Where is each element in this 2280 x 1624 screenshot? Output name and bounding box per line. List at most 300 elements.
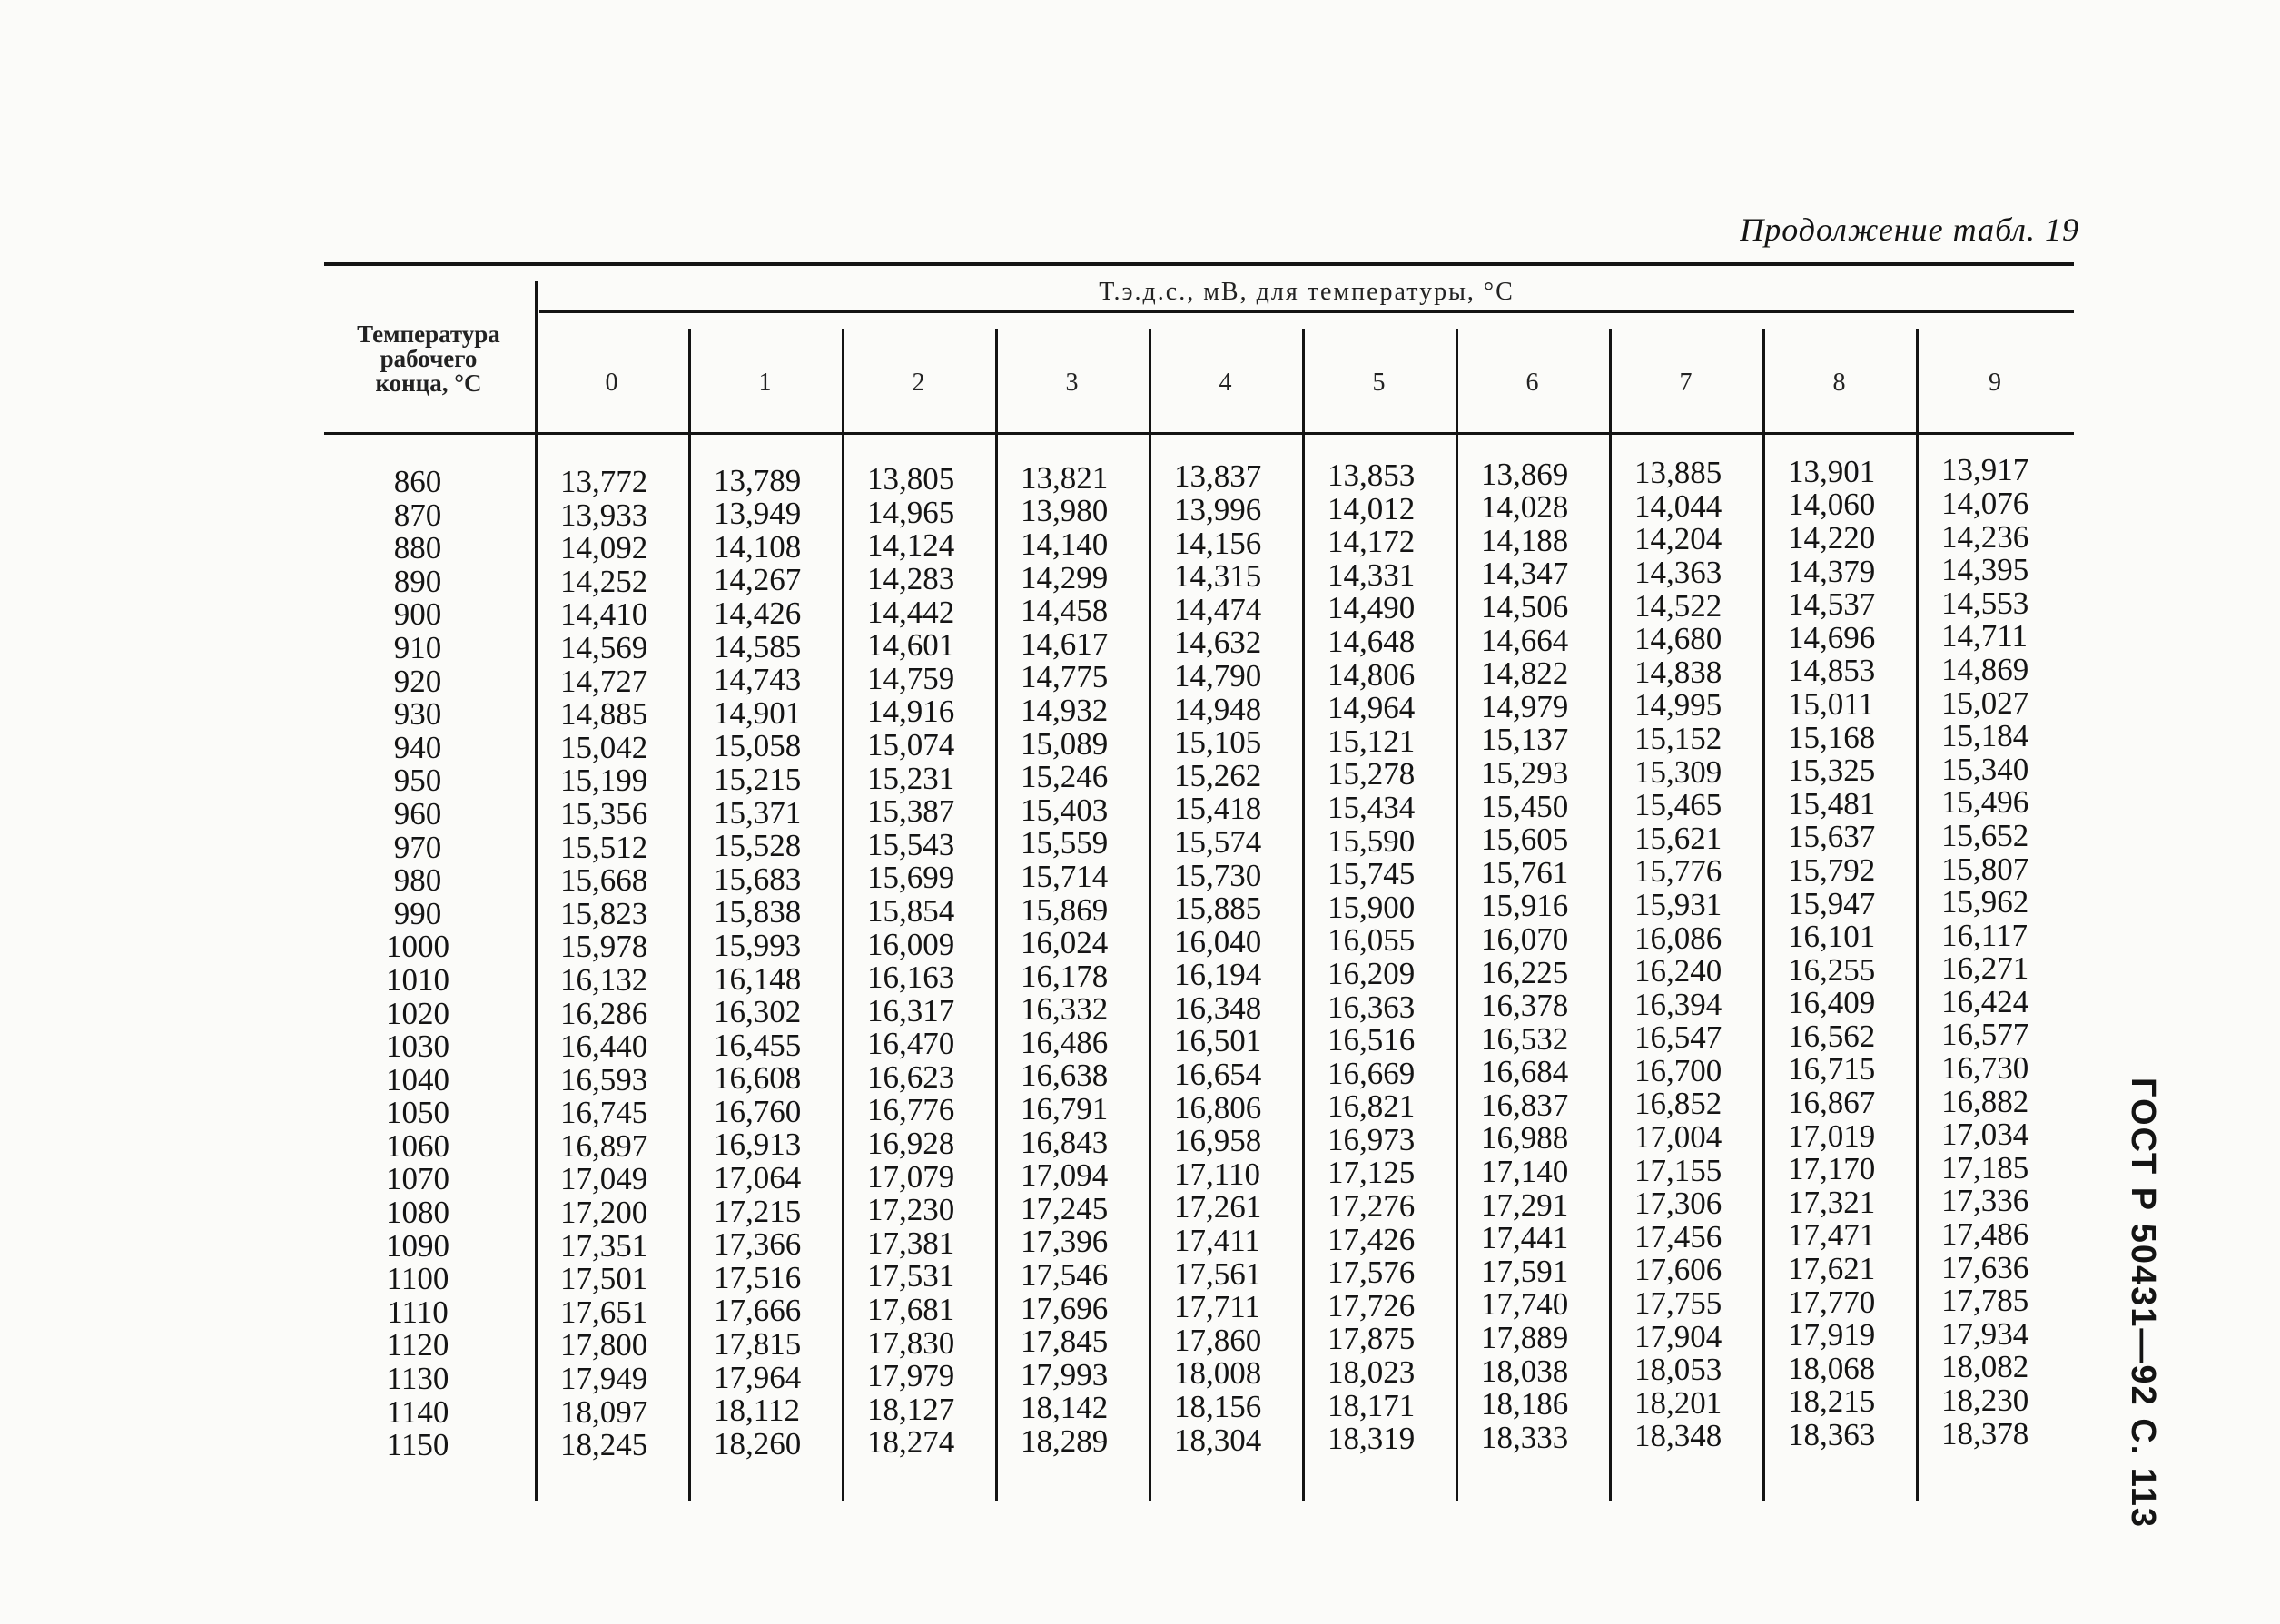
table-cell: 15,387 <box>867 793 955 830</box>
table-cell: 18,142 <box>1021 1390 1109 1426</box>
table-cell: 14,108 <box>714 528 802 565</box>
table-cell: 17,140 <box>1481 1154 1569 1190</box>
table-cell: 15,869 <box>1021 891 1109 928</box>
table-cell: 13,996 <box>1174 491 1262 527</box>
table-cell: 16,684 <box>1481 1054 1569 1090</box>
row-temperature: 1090 <box>386 1227 449 1264</box>
table-cell: 16,348 <box>1174 989 1262 1026</box>
table-cell: 17,785 <box>1941 1283 2029 1319</box>
row-temperature: 1120 <box>386 1327 449 1363</box>
row-temperature: 990 <box>393 895 442 931</box>
value-column <box>714 462 864 1462</box>
table-cell: 15,496 <box>1941 784 2029 821</box>
table-cell: 13,901 <box>1788 453 1876 489</box>
table-cell: 16,913 <box>714 1127 802 1163</box>
table-cell: 15,605 <box>1481 822 1569 858</box>
table-cell: 16,715 <box>1788 1051 1876 1088</box>
table-cell: 14,124 <box>867 527 955 564</box>
table-cell: 15,371 <box>714 794 802 831</box>
table-cell: 15,838 <box>714 894 802 930</box>
table-cell: 18,274 <box>867 1424 955 1461</box>
table-cell: 16,791 <box>1021 1091 1109 1127</box>
row-temperature: 1080 <box>386 1195 449 1231</box>
table-cell: 15,528 <box>714 828 802 864</box>
table-cell: 16,516 <box>1328 1022 1416 1058</box>
table-cell: 17,546 <box>1021 1257 1109 1294</box>
row-temperature: 1110 <box>387 1294 449 1330</box>
table-cell: 14,569 <box>560 629 648 665</box>
value-column <box>1174 460 1324 1457</box>
table-cell: 15,121 <box>1328 723 1416 759</box>
table-cell: 13,837 <box>1174 458 1262 495</box>
table-cell: 14,727 <box>560 663 648 699</box>
table-cell: 16,409 <box>1788 985 1876 1021</box>
table-cell: 15,962 <box>1941 884 2029 920</box>
header-bottom-rule <box>324 432 2074 435</box>
table-cell: 18,304 <box>1174 1422 1262 1458</box>
table-cell: 14,267 <box>714 562 802 598</box>
table-cell: 17,666 <box>714 1293 802 1329</box>
table-cell: 16,117 <box>1941 917 2028 953</box>
table-cell: 16,424 <box>1941 983 2029 1019</box>
table-cell: 17,561 <box>1174 1255 1262 1292</box>
group-header-underline <box>539 310 2074 313</box>
table-cell: 14,172 <box>1328 524 1416 560</box>
table-cell: 14,204 <box>1634 521 1722 557</box>
table-cell: 18,186 <box>1481 1386 1569 1422</box>
table-cell: 18,363 <box>1788 1417 1876 1453</box>
table-cell: 14,838 <box>1634 654 1722 690</box>
table-cell: 15,074 <box>867 726 955 763</box>
table-cell: 14,458 <box>1021 593 1109 629</box>
table-cell: 17,170 <box>1788 1151 1876 1187</box>
table-cell: 15,683 <box>714 861 802 897</box>
table-cell: 18,319 <box>1328 1421 1416 1457</box>
table-cell: 17,064 <box>714 1160 802 1196</box>
temperature-column <box>345 466 490 1462</box>
row-temperature: 1000 <box>386 929 449 965</box>
table-cell: 17,351 <box>560 1227 648 1264</box>
table-cell: 14,806 <box>1328 656 1416 693</box>
table-cell: 14,363 <box>1634 554 1722 590</box>
table-cell: 14,916 <box>867 694 955 730</box>
table-cell: 15,434 <box>1328 789 1416 825</box>
table-cell: 16,178 <box>1021 958 1109 994</box>
table-cell: 16,055 <box>1328 922 1416 959</box>
table-cell: 17,486 <box>1941 1216 2029 1253</box>
value-column <box>867 463 1017 1460</box>
table-cell: 17,516 <box>714 1259 802 1295</box>
table-cell: 16,194 <box>1174 957 1262 993</box>
table-cell: 16,101 <box>1788 919 1876 955</box>
table-cell: 14,379 <box>1788 553 1876 589</box>
table-cell: 18,038 <box>1481 1353 1569 1389</box>
row-header-line: рабочего <box>380 345 478 372</box>
table-cell: 17,904 <box>1634 1318 1722 1354</box>
document-page-label <box>2116 1077 2170 1529</box>
table-cell: 16,070 <box>1481 920 1569 957</box>
table-cell: 14,347 <box>1481 556 1569 592</box>
table-cell: 15,215 <box>714 761 802 797</box>
table-cell: 16,593 <box>560 1061 648 1097</box>
table-cell: 16,317 <box>867 992 955 1029</box>
row-temperature: 910 <box>393 629 442 665</box>
table-cell: 14,965 <box>867 494 955 530</box>
table-cell: 17,245 <box>1021 1190 1109 1226</box>
table-cell: 17,964 <box>714 1359 802 1395</box>
row-temperature: 1050 <box>386 1095 449 1131</box>
row-temperature: 870 <box>393 497 442 533</box>
row-temperature: 880 <box>393 530 442 566</box>
table-cell: 15,900 <box>1328 889 1416 925</box>
table-cell: 16,760 <box>714 1093 802 1129</box>
table-cell: 18,289 <box>1021 1423 1109 1460</box>
table-cell: 17,993 <box>1021 1356 1109 1393</box>
table-cell: 15,621 <box>1634 820 1722 856</box>
table-cell: 14,553 <box>1941 585 2029 621</box>
table-cell: 17,110 <box>1174 1156 1260 1192</box>
table-cell: 16,547 <box>1634 1019 1722 1056</box>
row-temperature: 1140 <box>386 1393 449 1430</box>
table-cell: 17,800 <box>560 1327 648 1363</box>
table-cell: 14,188 <box>1481 522 1569 558</box>
column-header: 2 <box>912 369 925 397</box>
table-cell: 17,726 <box>1328 1287 1416 1324</box>
table-cell: 15,885 <box>1174 891 1262 927</box>
table-cell: 17,004 <box>1634 1119 1722 1156</box>
table-cell: 13,772 <box>560 464 648 499</box>
table-cell: 16,163 <box>867 960 955 996</box>
table-cell: 13,789 <box>714 462 802 498</box>
table-cell: 14,426 <box>714 595 802 631</box>
row-temperature: 1100 <box>386 1261 449 1297</box>
row-temperature: 1020 <box>386 995 449 1031</box>
table-cell: 17,200 <box>560 1195 648 1231</box>
table-cell: 17,934 <box>1941 1315 2029 1352</box>
table-cell: 15,137 <box>1481 722 1569 758</box>
table-cell: 16,225 <box>1481 954 1569 990</box>
table-cell: 17,889 <box>1481 1320 1569 1356</box>
table-cell: 17,711 <box>1174 1289 1260 1325</box>
table-cell: 15,978 <box>560 929 648 965</box>
table-cell: 17,125 <box>1328 1155 1416 1191</box>
table-cell: 16,730 <box>1941 1050 2029 1087</box>
table-cell: 16,332 <box>1021 991 1109 1028</box>
row-temperature: 960 <box>393 795 442 832</box>
table-cell: 14,664 <box>1481 622 1569 658</box>
table-cell: 13,805 <box>867 461 955 497</box>
column-header: 0 <box>605 369 618 397</box>
table-cell: 17,606 <box>1634 1252 1722 1288</box>
table-cell: 15,854 <box>867 892 955 929</box>
table-cell: 16,821 <box>1328 1088 1416 1125</box>
table-cell: 16,928 <box>867 1126 955 1162</box>
table-cell: 14,252 <box>560 563 648 599</box>
table-continuation-caption: Продолжение табл. 19 <box>1740 212 2079 248</box>
table-cell: 16,455 <box>714 1027 802 1063</box>
document-page-label-text: ГОСТ Р 50431—92 С. 113 <box>2124 1077 2163 1529</box>
table-cell: 13,821 <box>1021 459 1109 496</box>
table-cell: 15,450 <box>1481 788 1569 824</box>
table-cell: 15,574 <box>1174 823 1262 860</box>
table-cell: 17,651 <box>560 1294 648 1330</box>
table-cell: 14,743 <box>714 662 802 698</box>
table-cell: 17,230 <box>867 1192 955 1228</box>
table-cell: 17,740 <box>1481 1286 1569 1323</box>
row-temperature: 860 <box>393 464 442 499</box>
table-cell: 14,331 <box>1328 556 1416 593</box>
table-cell: 18,348 <box>1634 1418 1722 1454</box>
row-temperature: 930 <box>393 696 442 733</box>
table-cell: 14,140 <box>1021 526 1109 562</box>
row-temperature: 1150 <box>386 1427 449 1463</box>
table-cell: 17,696 <box>1021 1290 1109 1326</box>
table-cell: 17,531 <box>867 1258 955 1294</box>
value-column <box>1941 454 2091 1451</box>
table-cell: 14,885 <box>560 696 648 733</box>
column-group-header: Т.э.д.с., мВ, для температуры, °С <box>1099 278 1515 306</box>
table-cell: 16,132 <box>560 961 648 998</box>
table-cell: 15,403 <box>1021 792 1109 828</box>
table-cell: 14,932 <box>1021 692 1109 728</box>
table-cell: 13,869 <box>1481 456 1569 492</box>
row-header-divider <box>535 281 538 1501</box>
table-cell: 17,396 <box>1021 1224 1109 1260</box>
table-cell: 15,512 <box>560 829 648 865</box>
table-cell: 14,474 <box>1174 591 1262 627</box>
table-cell: 17,636 <box>1941 1249 2029 1285</box>
table-cell: 18,082 <box>1941 1349 2029 1385</box>
table-cell: 16,776 <box>867 1092 955 1128</box>
table-cell: 15,931 <box>1634 886 1722 922</box>
table-cell: 18,156 <box>1174 1389 1262 1425</box>
table-cell: 16,745 <box>560 1095 648 1131</box>
table-cell: 14,044 <box>1634 487 1722 524</box>
table-cell: 16,240 <box>1634 953 1722 989</box>
table-cell: 17,261 <box>1174 1189 1262 1225</box>
table-cell: 14,028 <box>1481 489 1569 526</box>
table-cell: 14,775 <box>1021 659 1109 695</box>
table-cell: 14,315 <box>1174 558 1262 595</box>
column-header: 4 <box>1219 369 1232 397</box>
table-cell: 18,008 <box>1174 1355 1262 1392</box>
table-cell: 14,012 <box>1328 490 1416 527</box>
table-cell: 14,522 <box>1634 587 1722 624</box>
table-cell: 14,490 <box>1328 590 1416 626</box>
table-cell: 16,501 <box>1174 1023 1262 1059</box>
table-cell: 17,381 <box>867 1225 955 1261</box>
table-cell: 14,680 <box>1634 621 1722 657</box>
table-cell: 17,441 <box>1481 1220 1569 1256</box>
table-cell: 15,309 <box>1634 753 1722 790</box>
table-cell: 15,481 <box>1788 785 1876 822</box>
table-cell: 15,152 <box>1634 720 1722 756</box>
table-cell: 13,853 <box>1328 458 1416 493</box>
table-cell: 17,576 <box>1328 1255 1416 1291</box>
table-cell: 15,993 <box>714 927 802 963</box>
table-cell: 13,980 <box>1021 493 1109 529</box>
table-cell: 13,949 <box>714 496 802 532</box>
table-cell: 15,027 <box>1941 684 2029 721</box>
table-cell: 18,245 <box>560 1427 648 1463</box>
table-cell: 15,262 <box>1174 757 1262 793</box>
table-cell: 15,559 <box>1021 825 1109 861</box>
table-cell: 15,089 <box>1021 725 1109 762</box>
table-cell: 16,470 <box>867 1026 955 1062</box>
table-cell: 15,699 <box>867 860 955 896</box>
column-header: 9 <box>1989 369 2001 397</box>
table-cell: 14,092 <box>560 530 648 566</box>
table-cell: 16,988 <box>1481 1120 1569 1156</box>
table-cell: 15,543 <box>867 826 955 862</box>
table-cell: 18,260 <box>714 1425 802 1462</box>
table-cell: 18,068 <box>1788 1350 1876 1386</box>
table-cell: 17,336 <box>1941 1183 2029 1219</box>
table-cell: 14,869 <box>1941 651 2029 687</box>
table-cell: 15,340 <box>1941 751 2029 787</box>
table-cell: 17,185 <box>1941 1149 2029 1186</box>
table-cell: 18,171 <box>1328 1387 1416 1423</box>
table-cell: 16,486 <box>1021 1024 1109 1060</box>
table-cell: 17,770 <box>1788 1284 1876 1320</box>
table-cell: 17,079 <box>867 1158 955 1195</box>
table-cell: 18,112 <box>714 1393 800 1429</box>
table-cell: 14,220 <box>1788 519 1876 556</box>
row-temperature: 970 <box>393 829 442 865</box>
table-cell: 14,395 <box>1941 552 2029 588</box>
table-cell: 14,822 <box>1481 655 1569 692</box>
table-top-rule <box>324 262 2074 266</box>
row-header-line: конца, °С <box>375 369 482 397</box>
table-cell: 15,168 <box>1788 719 1876 755</box>
table-cell: 17,875 <box>1328 1321 1416 1357</box>
table-cell: 14,537 <box>1788 586 1876 623</box>
table-cell: 15,011 <box>1788 685 1874 722</box>
table-cell: 16,608 <box>714 1060 802 1097</box>
table-cell: 15,807 <box>1941 851 2029 887</box>
table-cell: 17,860 <box>1174 1322 1262 1358</box>
table-cell: 14,648 <box>1328 623 1416 659</box>
table-cell: 15,105 <box>1174 724 1262 761</box>
row-temperature: 950 <box>393 763 442 799</box>
table-cell: 16,271 <box>1941 950 2029 987</box>
table-cell: 16,562 <box>1788 1018 1876 1054</box>
table-cell: 15,745 <box>1328 856 1416 892</box>
table-cell: 17,094 <box>1021 1157 1109 1194</box>
table-cell: 16,843 <box>1021 1124 1109 1160</box>
table-cell: 14,156 <box>1174 525 1262 561</box>
row-temperature: 940 <box>393 729 442 765</box>
column-header: 3 <box>1065 369 1079 397</box>
table-cell: 17,411 <box>1174 1223 1260 1259</box>
value-column <box>1021 459 1170 1460</box>
table-cell: 14,995 <box>1634 687 1722 723</box>
table-cell: 13,885 <box>1634 455 1722 491</box>
table-cell: 16,852 <box>1634 1086 1722 1122</box>
table-cell: 16,440 <box>560 1029 648 1065</box>
table-cell: 16,394 <box>1634 986 1722 1022</box>
row-temperature: 1040 <box>386 1061 449 1097</box>
table-cell: 14,948 <box>1174 691 1262 727</box>
table-cell: 15,278 <box>1328 756 1416 792</box>
row-temperature: 1030 <box>386 1029 449 1065</box>
table-cell: 16,700 <box>1634 1052 1722 1088</box>
row-temperature: 1130 <box>386 1361 449 1397</box>
table-cell: 15,418 <box>1174 791 1262 827</box>
row-header-line: Температура <box>357 320 500 348</box>
table-cell: 15,776 <box>1634 853 1722 890</box>
table-cell: 14,585 <box>714 628 802 664</box>
table-cell: 17,755 <box>1634 1285 1722 1322</box>
table-cell: 15,823 <box>560 895 648 931</box>
table-cell: 17,815 <box>714 1326 802 1363</box>
table-cell: 16,086 <box>1634 920 1722 956</box>
table-cell: 14,711 <box>1941 618 2028 655</box>
table-cell: 18,230 <box>1941 1383 2029 1419</box>
table-cell: 15,058 <box>714 728 802 764</box>
table-cell: 17,426 <box>1328 1221 1416 1257</box>
table-cell: 15,199 <box>560 763 648 799</box>
table-cell: 14,076 <box>1941 485 2029 521</box>
table-cell: 17,501 <box>560 1261 648 1297</box>
table-cell: 16,623 <box>867 1058 955 1095</box>
table-cell: 15,184 <box>1941 718 2029 754</box>
table-cell: 14,696 <box>1788 619 1876 655</box>
table-cell: 13,917 <box>1941 452 2029 488</box>
table-cell: 14,617 <box>1021 625 1109 662</box>
table-cell: 14,759 <box>867 660 955 696</box>
column-header: 5 <box>1372 369 1386 397</box>
table-cell: 17,321 <box>1788 1184 1876 1220</box>
table-cell: 17,621 <box>1788 1251 1876 1287</box>
table-cell: 17,291 <box>1481 1186 1569 1223</box>
table-cell: 18,215 <box>1788 1383 1876 1420</box>
row-header <box>324 322 533 396</box>
table-cell: 15,356 <box>560 795 648 832</box>
table-cell: 15,792 <box>1788 851 1876 888</box>
table-cell: 15,590 <box>1328 822 1416 859</box>
value-column <box>1328 459 1477 1456</box>
table-cell: 17,979 <box>867 1358 955 1394</box>
table-cell: 15,714 <box>1021 858 1109 894</box>
table-cell: 14,632 <box>1174 625 1262 661</box>
table-cell: 16,009 <box>867 926 955 962</box>
table-cell: 15,637 <box>1788 819 1876 855</box>
table-cell: 14,601 <box>867 627 955 664</box>
table-cell: 16,638 <box>1021 1058 1109 1094</box>
column-header: 8 <box>1832 369 1846 397</box>
table-cell: 17,591 <box>1481 1253 1569 1289</box>
table-cell: 16,255 <box>1788 951 1876 988</box>
table-cell: 17,830 <box>867 1324 955 1361</box>
table-cell: 14,979 <box>1481 688 1569 724</box>
table-cell: 17,155 <box>1634 1152 1722 1188</box>
table-cell: 14,790 <box>1174 657 1262 694</box>
table-cell: 14,506 <box>1481 588 1569 625</box>
table-cell: 16,837 <box>1481 1087 1569 1123</box>
table-cell: 17,471 <box>1788 1217 1876 1254</box>
value-column <box>1634 457 1784 1453</box>
table-cell: 15,465 <box>1634 787 1722 823</box>
table-cell: 17,366 <box>714 1226 802 1263</box>
row-temperature: 980 <box>393 862 442 899</box>
table-cell: 17,215 <box>714 1193 802 1229</box>
table-cell: 16,024 <box>1021 925 1109 961</box>
table-cell: 16,806 <box>1174 1089 1262 1126</box>
table-cell: 14,853 <box>1788 653 1876 689</box>
table-cell: 17,034 <box>1941 1117 2029 1153</box>
table-cell: 15,293 <box>1481 754 1569 791</box>
